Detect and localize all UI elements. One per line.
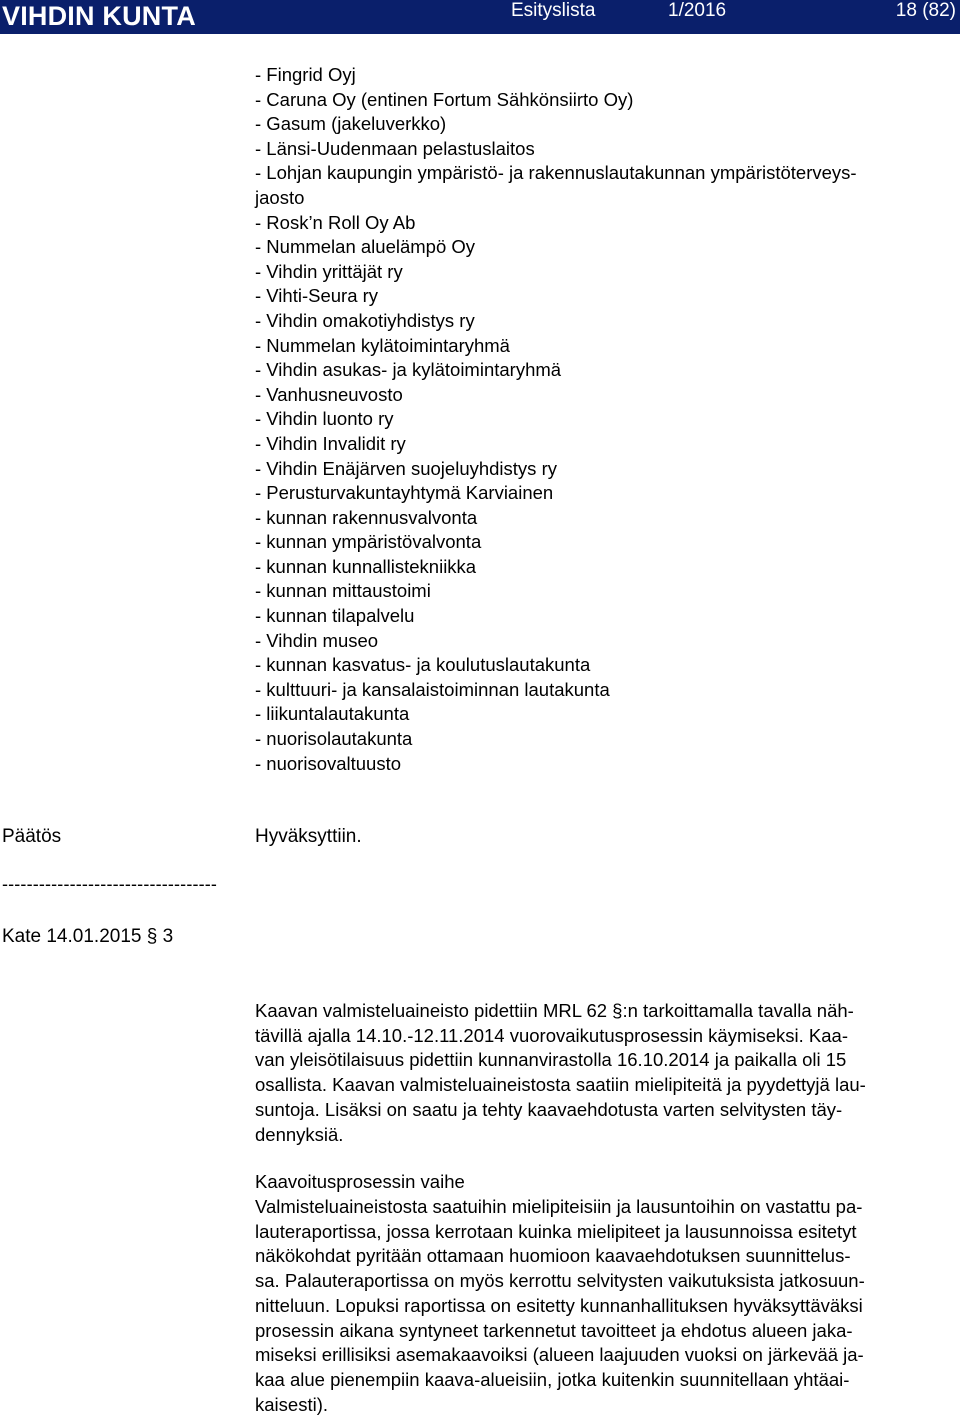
decision-text: Hyväksyttiin. bbox=[255, 826, 362, 847]
list-item: - kunnan kasvatus- ja koulutuslautakunta bbox=[255, 654, 591, 676]
paragraph-line: kaa alue pienempiin kaava-alueisiin, jotka kuitenkin suunnitellaan yhtäai- bbox=[255, 1368, 850, 1390]
list-item: - Gasum (jakeluverkko) bbox=[255, 113, 447, 135]
paragraph-line: prosessin aikana syntyneet tarkennetut tavoitteet ja ehdotus alueen jaka- bbox=[255, 1319, 853, 1341]
paragraph-line: miseksi erillisiksi asemakaavoiksi (alueen laajuuden vuoksi on järkevää ja- bbox=[255, 1344, 864, 1366]
paragraph-line: van yleisötilaisuus pidettiin kunnanvirastolla 16.10.2014 ja paikalla oli 15 bbox=[255, 1049, 847, 1071]
list-item: - Perusturvakuntayhtymä Karviainen bbox=[255, 482, 554, 504]
paragraph-line: tävillä ajalla 14.10.-12.11.2014 vuorovaikutusprosessin käymiseksi. Kaa- bbox=[255, 1024, 849, 1046]
list-item: - nuorisolautakunta bbox=[255, 728, 413, 750]
list-item: - Vihdin omakotiyhdistys ry bbox=[255, 309, 475, 331]
list-item: - kunnan kunnallistekniikka bbox=[255, 555, 477, 577]
list-item: - Vanhusneuvosto bbox=[255, 383, 403, 405]
paragraph-line: osallista. Kaavan valmisteluaineistosta saatiin mielipiteitä ja pyydettyjä lau- bbox=[255, 1074, 866, 1096]
paragraph-line: kaisesti). bbox=[255, 1393, 328, 1415]
list-item: - Vihdin Invalidit ry bbox=[255, 432, 406, 454]
paragraph-line: sa. Palauteraportissa on myös kerrottu selvitysten vaikutuksista jatkosuun- bbox=[255, 1270, 865, 1292]
list-item: - Lohjan kaupungin ympäristö- ja rakennuslautakunnan ympäristöterveys- bbox=[255, 162, 857, 184]
list-item: - kunnan ympäristövalvonta bbox=[255, 531, 482, 553]
document-type: Esityslista bbox=[511, 0, 596, 21]
list-item: - kulttuuri- ja kansalaistoiminnan lautakunta bbox=[255, 678, 610, 700]
list-item: - Caruna Oy (entinen Fortum Sähkönsiirto Oy) bbox=[255, 88, 634, 110]
section-separator: ----------------------------------- bbox=[2, 874, 218, 894]
list-item: - kunnan rakennusvalvonta bbox=[255, 506, 478, 528]
municipality-name: VIHDIN KUNTA bbox=[2, 1, 196, 31]
list-item: - Vihdin yrittäjät ry bbox=[255, 260, 403, 282]
list-item: - kunnan mittaustoimi bbox=[255, 580, 431, 602]
list-item: - Rosk’n Roll Oy Ab bbox=[255, 211, 416, 233]
meeting-reference: Kate 14.01.2015 § 3 bbox=[2, 926, 174, 947]
page-number: 18 (82) bbox=[895, 0, 956, 21]
recipient-list bbox=[255, 63, 857, 776]
paragraph-line: nitteluun. Lopuksi raportissa on esitetty kunnanhallituksen hyväksyttäväksi bbox=[255, 1294, 863, 1316]
list-item: - Vihti-Seura ry bbox=[255, 285, 379, 307]
decision-label: Päätös bbox=[2, 826, 62, 847]
paragraph-line: suntoja. Lisäksi on saatu ja tehty kaavaehdotusta varten selvitysten täy- bbox=[255, 1098, 843, 1120]
list-item: - Nummelan aluelämpö Oy bbox=[255, 236, 476, 258]
paragraph-line: Kaavan valmisteluaineisto pidettiin MRL 62 §:n tarkoittamalla tavalla näh- bbox=[255, 1000, 854, 1021]
paragraph-line: Valmisteluaineistosta saatuihin mielipiteisiin ja lausuntoihin on vastattu pa- bbox=[255, 1196, 863, 1217]
list-item: jaosto bbox=[255, 186, 305, 208]
list-item: - nuorisovaltuusto bbox=[255, 752, 402, 774]
list-item: - Vihdin luonto ry bbox=[255, 408, 394, 430]
paragraph-line: dennyksiä. bbox=[255, 1123, 344, 1145]
process-paragraph bbox=[255, 1195, 955, 1417]
list-item: - liikuntalautakunta bbox=[255, 703, 410, 725]
list-item: - Nummelan kylätoimintaryhmä bbox=[255, 334, 510, 356]
section-heading: Kaavoitusprosessin vaihe bbox=[255, 1171, 465, 1192]
preparation-paragraph bbox=[255, 999, 955, 1147]
list-item: - Länsi-Uudenmaan pelastuslaitos bbox=[255, 137, 535, 159]
paragraph-line: näkökohdat pyritään ottamaan huomioon kaavaehdotuksen suunnittelus- bbox=[255, 1245, 851, 1267]
list-item: - Vihdin asukas- ja kylätoimintaryhmä bbox=[255, 359, 562, 381]
document-issue: 1/2016 bbox=[668, 0, 727, 21]
list-item: - kunnan tilapalvelu bbox=[255, 605, 415, 627]
paragraph-line: lauteraportissa, jossa kerrotaan kuinka mielipiteet ja lausunnoissa esitetyt bbox=[255, 1220, 857, 1242]
list-item: - Fingrid Oyj bbox=[255, 64, 356, 85]
page-header bbox=[0, 0, 960, 34]
list-item: - Vihdin Enäjärven suojeluyhdistys ry bbox=[255, 457, 557, 479]
list-item: - Vihdin museo bbox=[255, 629, 379, 651]
